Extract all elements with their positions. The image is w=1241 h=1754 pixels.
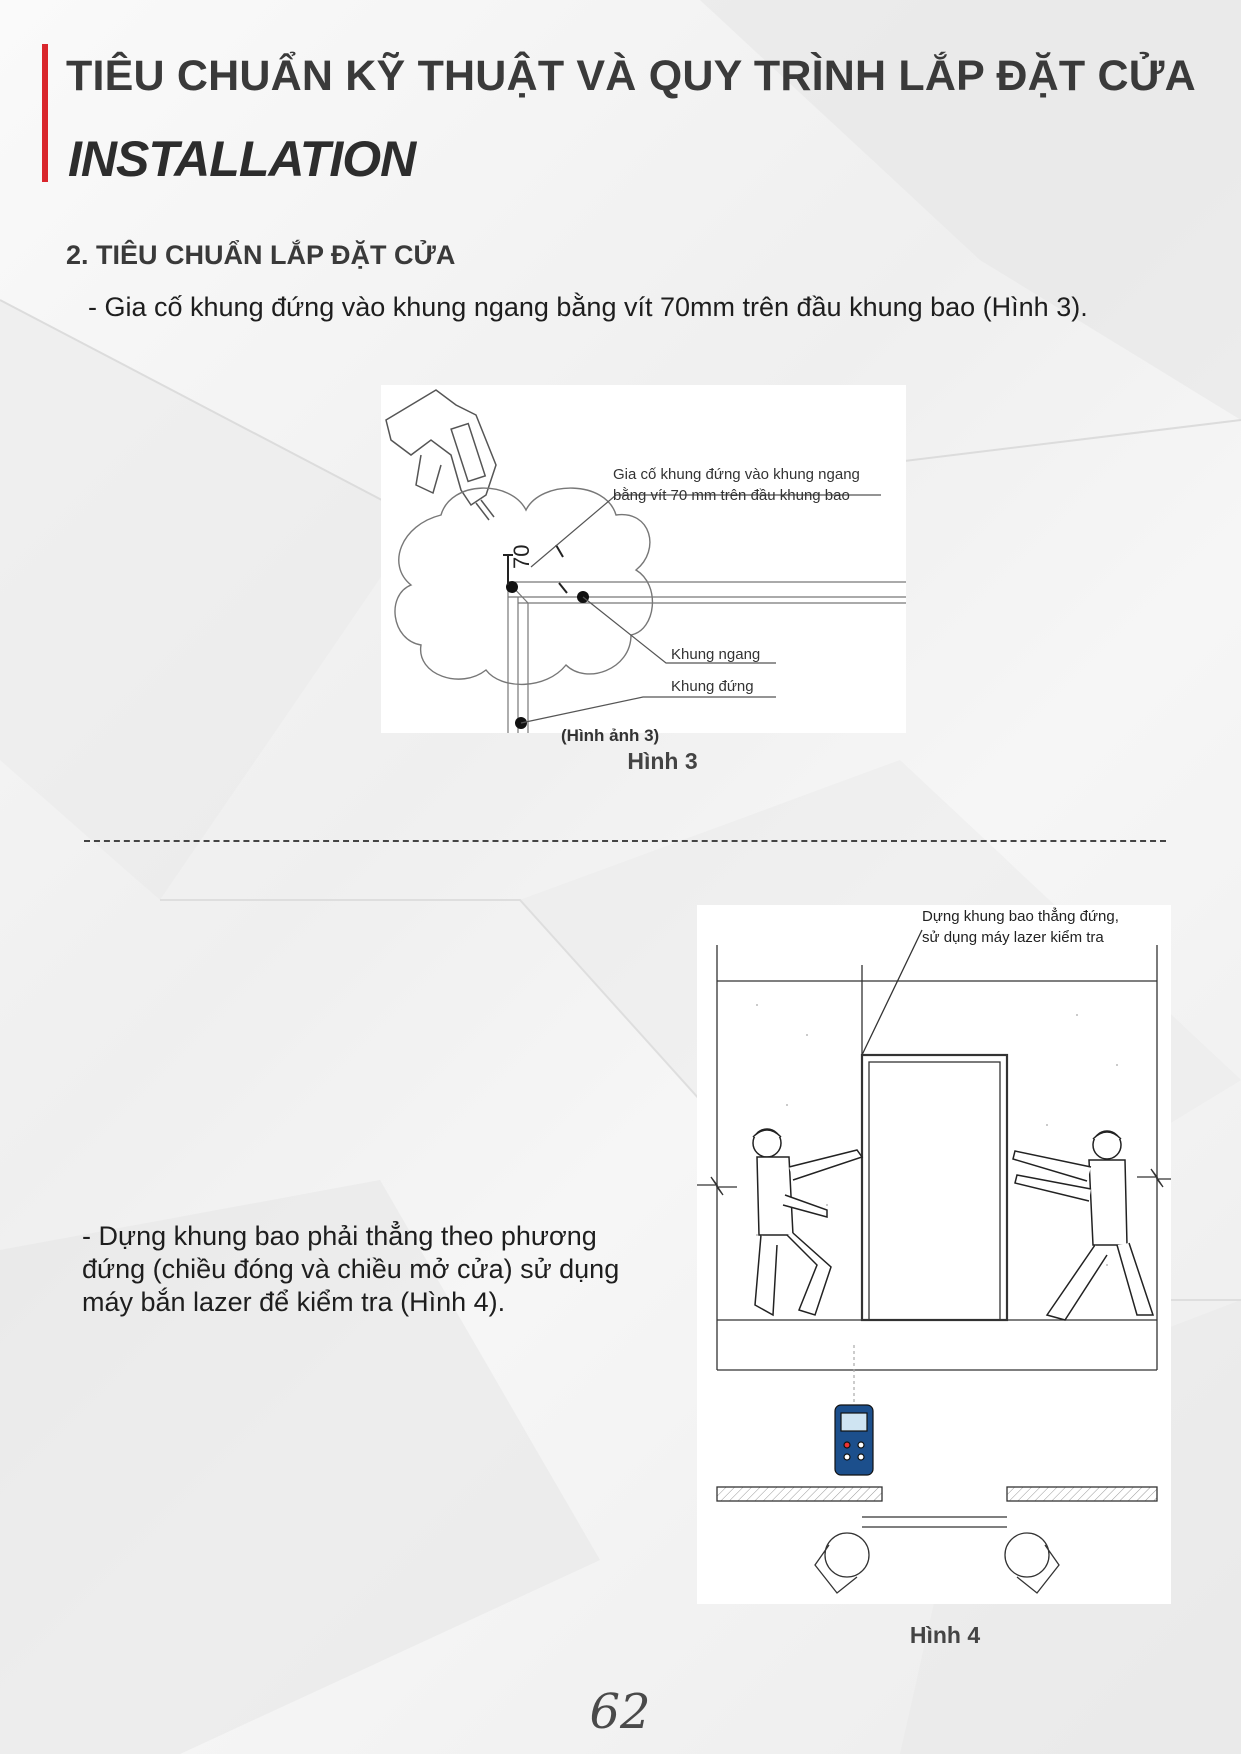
page-title: TIÊU CHUẨN KỸ THUẬT VÀ QUY TRÌNH LẮP ĐẶT CỬA bbox=[66, 52, 1196, 100]
worker-left-illustration bbox=[753, 1129, 862, 1315]
title-accent-bar bbox=[42, 44, 48, 182]
section-divider bbox=[84, 840, 1166, 842]
label-horizontal-frame: Khung ngang bbox=[671, 646, 761, 663]
fig4-note-line-1: Dựng khung bao thẳng đứng, bbox=[922, 908, 1119, 925]
floor-plan-view bbox=[717, 1487, 1157, 1593]
instruction-paragraph-1: - Gia cố khung đứng vào khung ngang bằng vít 70mm trên đầu khung bao (Hình 3). bbox=[88, 292, 1088, 322]
figure-4-laser-installation-diagram bbox=[697, 905, 1171, 1604]
page-number: 62 bbox=[589, 1684, 651, 1740]
drill-icon bbox=[386, 390, 496, 520]
detail-cloud-outline bbox=[395, 488, 652, 684]
fig3-note-line-2: bằng vít 70 mm trên đầu khung bao bbox=[613, 487, 850, 504]
label-vertical-frame: Khung đứng bbox=[671, 678, 754, 695]
instruction-paragraph-2: - Dựng khung bao phải thẳng theo phương đứng (chiều đóng và chiều mở cửa) sử dụng máy bắn lazer để kiểm tra (Hình 4). bbox=[82, 1221, 620, 1317]
laser-measure-device-icon bbox=[835, 1345, 873, 1475]
dimension-70: 70 bbox=[509, 544, 534, 569]
figure-4-caption: Hình 4 bbox=[909, 1622, 981, 1648]
fig4-note-line-2: sử dụng máy lazer kiểm tra bbox=[922, 929, 1104, 946]
figure-3-caption: Hình 3 bbox=[627, 748, 698, 774]
page-subtitle: INSTALLATION bbox=[68, 131, 416, 187]
section-heading: 2. TIÊU CHUẨN LẮP ĐẶT CỬA bbox=[66, 240, 456, 270]
fig3-cut-label: (Hình ảnh 3) bbox=[561, 726, 660, 745]
figure-3-frame-corner-diagram bbox=[381, 385, 906, 745]
worker-right-illustration bbox=[1013, 1131, 1153, 1320]
fig3-note-line-1: Gia cố khung đứng vào khung ngang bbox=[613, 466, 860, 483]
